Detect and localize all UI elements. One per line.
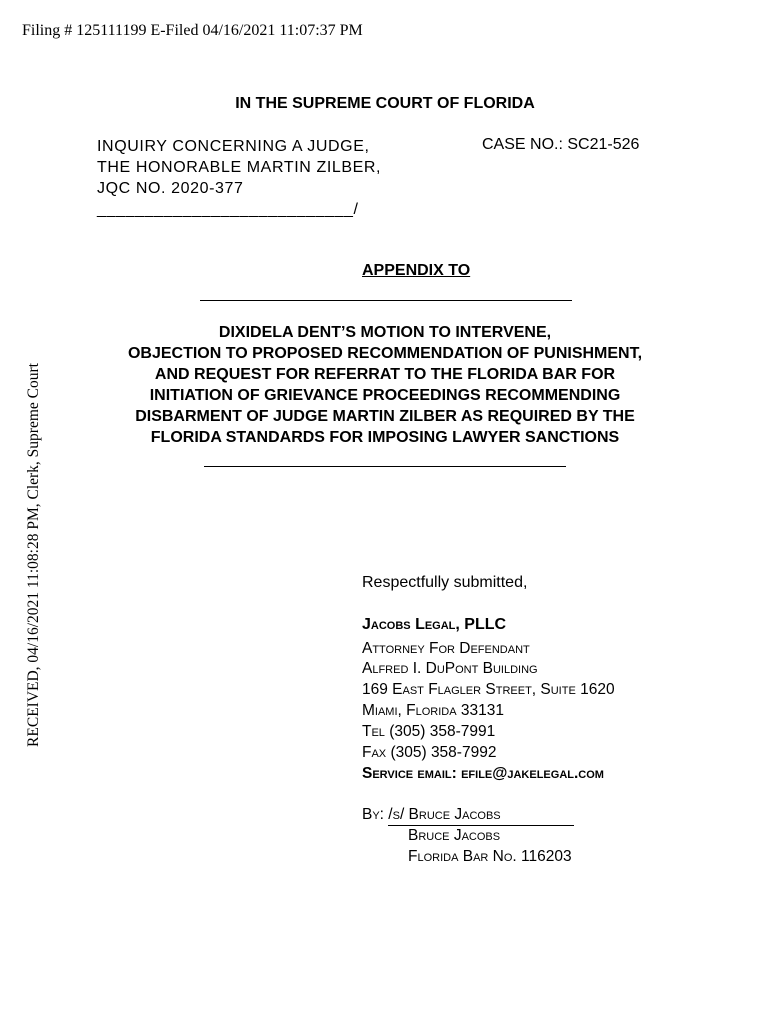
case-caption (97, 136, 381, 220)
street-address: 169 East Flagler Street, Suite 1620 (362, 681, 615, 698)
closing-text: Respectfully submitted, (362, 574, 528, 591)
motion-title-line: DIXIDELA DENT’S MOTION TO INTERVENE, (218, 324, 552, 341)
caption-line: THE HONORABLE MARTIN ZILBER, (97, 159, 382, 176)
electronic-signature: /s/ Bruce Jacobs (388, 804, 574, 826)
filing-stamp: Filing # 125111199 E-Filed 04/16/2021 11:07:37 PM (22, 22, 363, 39)
firm-name: Jacobs Legal, PLLC (362, 616, 507, 633)
appendix-heading: APPENDIX TO (362, 262, 471, 279)
caption-line: INQUIRY CONCERNING A JUDGE, (97, 138, 370, 155)
motion-title-line: AND REQUEST FOR REFERRAT TO THE FLORIDA BAR FOR (154, 366, 616, 383)
motion-title (60, 322, 710, 448)
motion-title-line: DISBARMENT OF JUDGE MARTIN ZILBER AS REQUIRED BY THE (135, 408, 635, 425)
bar-number: Florida Bar No. 116203 (408, 848, 572, 865)
motion-title-line: INITIATION OF GRIEVANCE PROCEEDINGS RECOMMENDING (149, 387, 621, 404)
caption-line: JQC NO. 2020-377 (97, 180, 244, 197)
service-email: Service email: efile@jakelegal.com (362, 765, 604, 782)
caption-line: ___________________________/ (97, 201, 359, 218)
case-number: CASE NO.: SC21-526 (482, 136, 640, 153)
motion-title-line: FLORIDA STANDARDS FOR IMPOSING LAWYER SANCTIONS (150, 429, 620, 446)
by-line (362, 804, 574, 826)
fax: Fax (305) 358-7992 (362, 744, 497, 761)
city-address: Miami, Florida 33131 (362, 702, 504, 719)
building-name: Alfred I. DuPont Building (362, 660, 538, 677)
signer-name: Bruce Jacobs (408, 827, 501, 844)
received-stamp: RECEIVED, 04/16/2021 11:08:28 PM, Clerk, Supreme Court (25, 363, 42, 747)
by-label: By: (362, 806, 384, 823)
motion-title-line: OBJECTION TO PROPOSED RECOMMENDATION OF PUNISHMENT, (127, 345, 643, 362)
attorney-role: Attorney For Defendant (362, 640, 530, 657)
court-title: IN THE SUPREME COURT OF FLORIDA (235, 95, 535, 112)
divider-line (200, 300, 572, 301)
divider-line (204, 466, 566, 467)
telephone: Tel (305) 358-7991 (362, 723, 496, 740)
